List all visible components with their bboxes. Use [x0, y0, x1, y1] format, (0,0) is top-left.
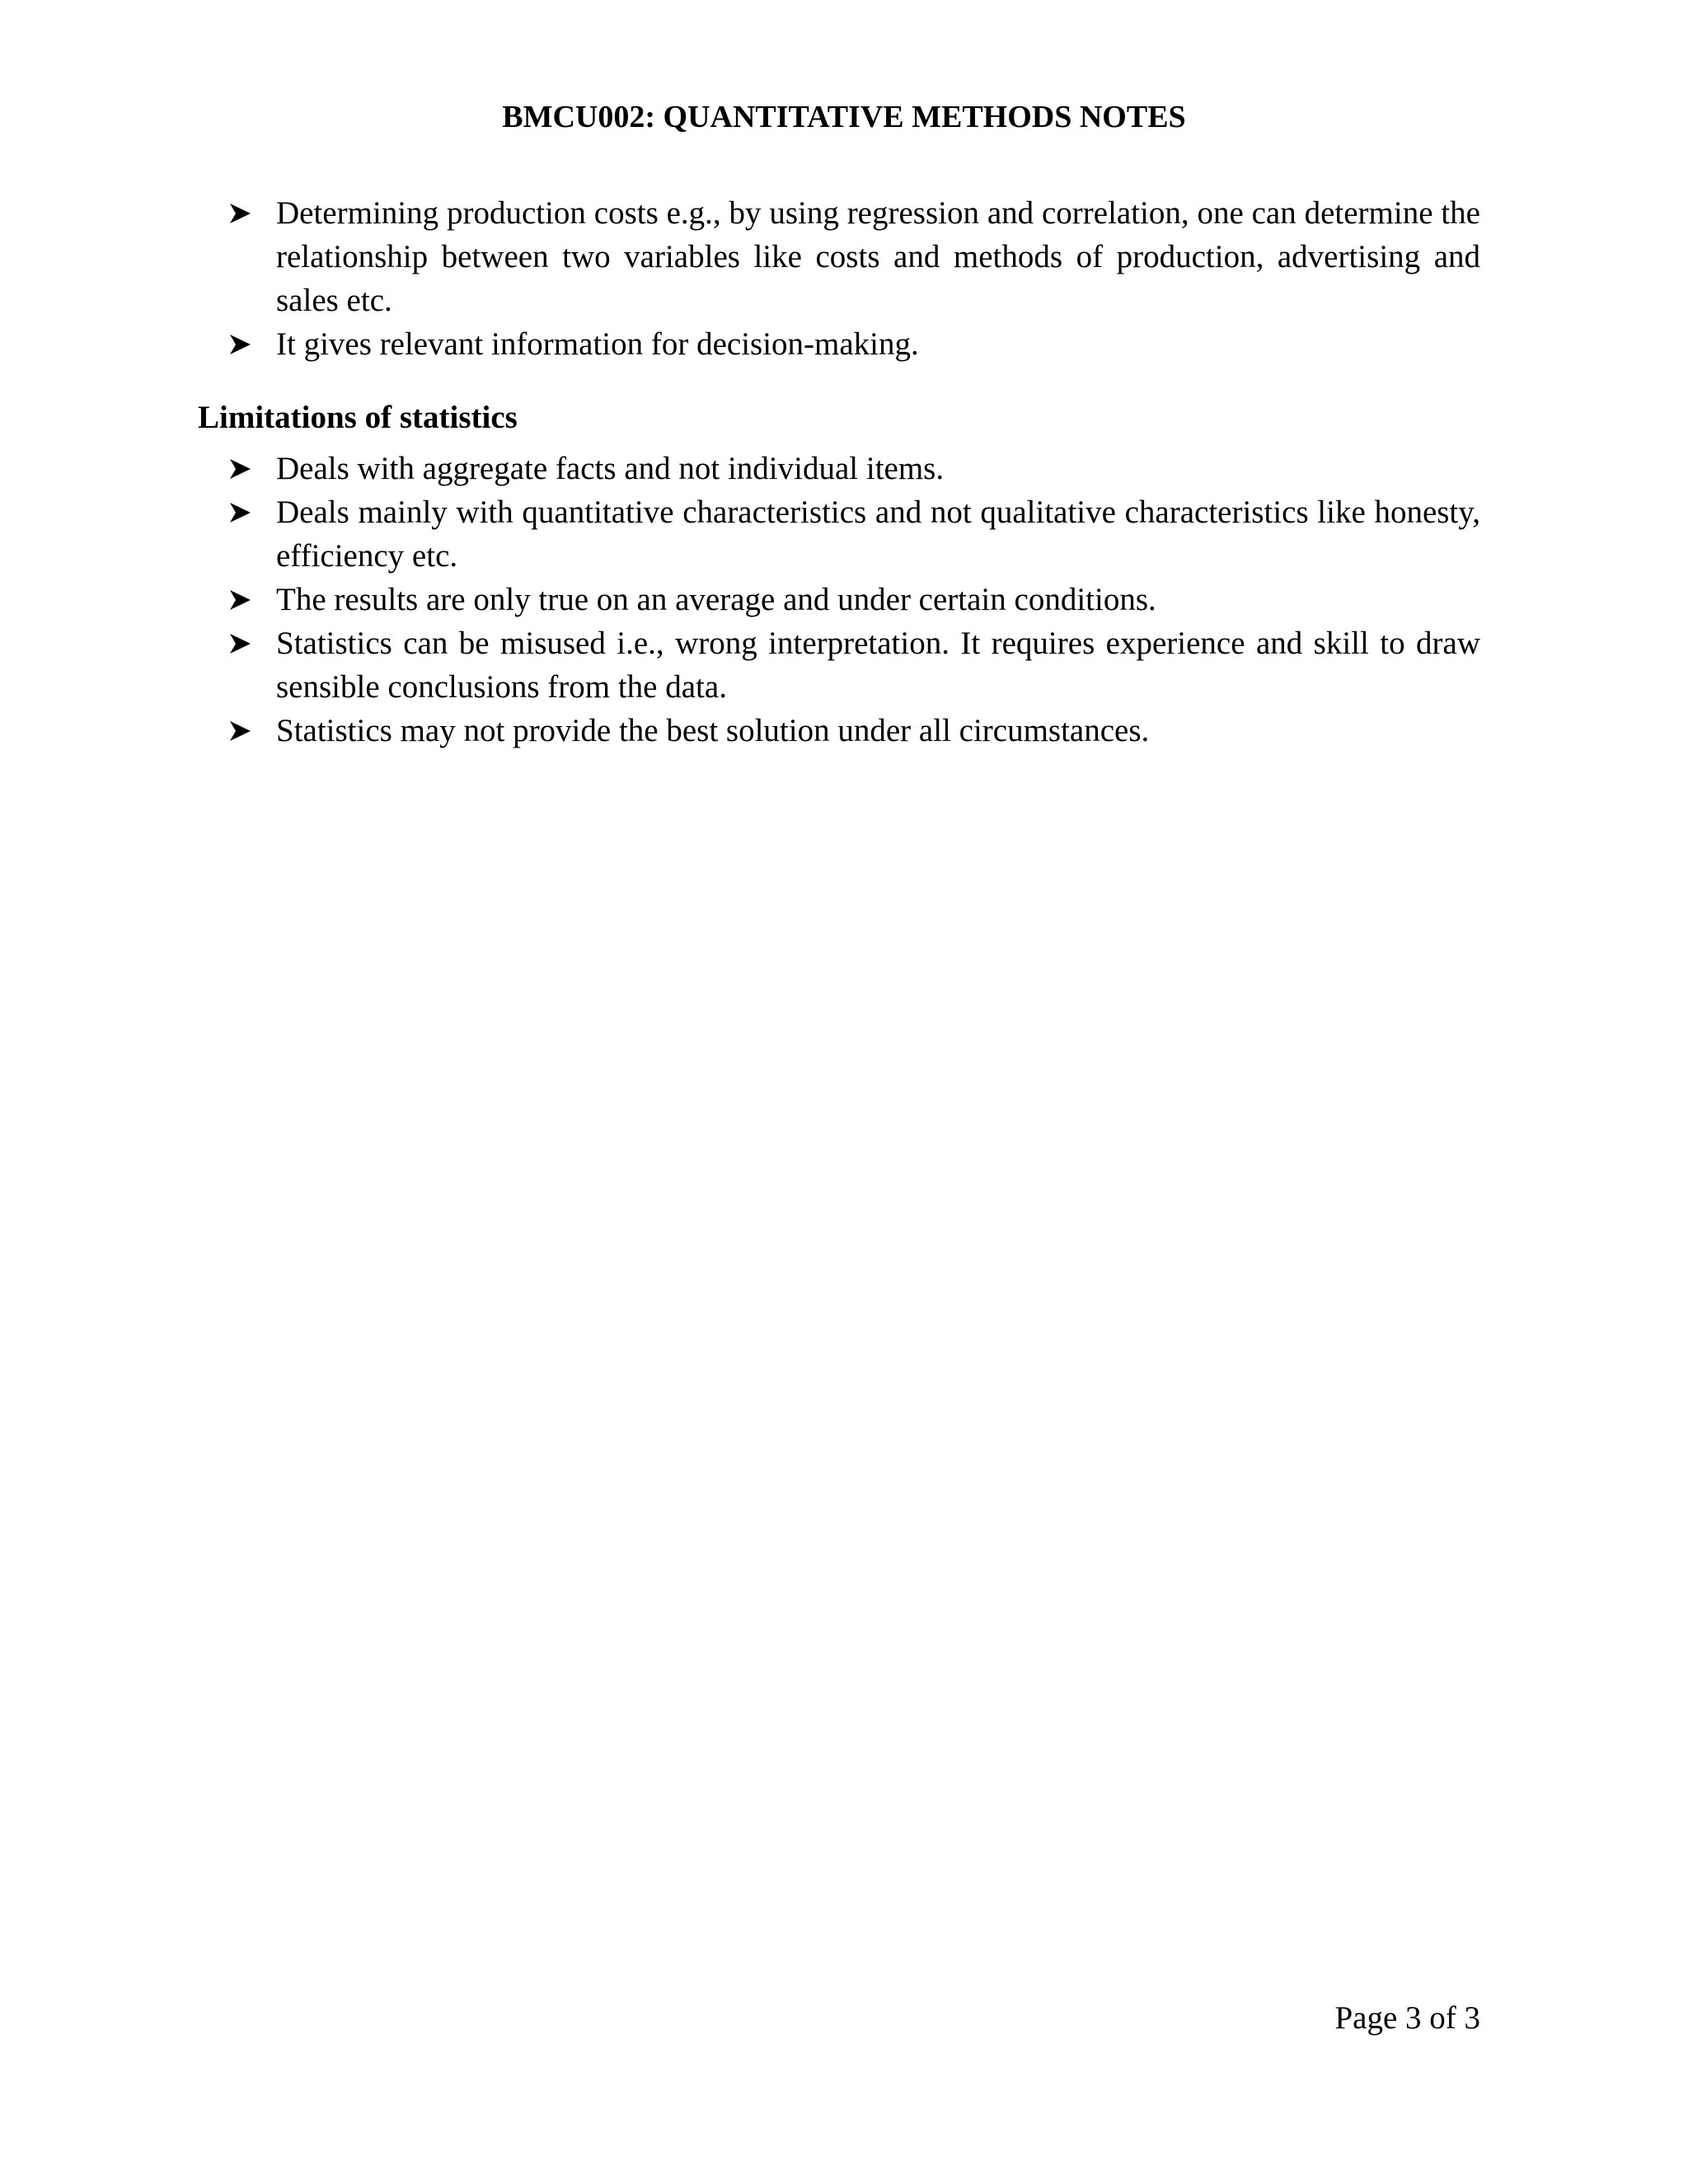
- arrowhead-bullet-icon: [229, 322, 254, 366]
- arrowhead-bullet-icon: [229, 191, 254, 235]
- list-item: [198, 621, 1480, 709]
- list-item: [198, 191, 1480, 322]
- list-item: [198, 447, 1480, 490]
- arrowhead-bullet-icon: [229, 578, 254, 621]
- limitations-bullet-list: [198, 447, 1480, 752]
- list-item: [198, 490, 1480, 578]
- arrowhead-bullet-icon: [229, 447, 254, 490]
- section-heading-limitations: Limitations of statistics: [198, 400, 518, 435]
- list-item-text: Statistics can be misused i.e., wrong interpretation. It requires experience and skill to draw sensible conclusions from the data.: [276, 626, 1480, 705]
- list-item: [198, 322, 1480, 366]
- arrowhead-bullet-icon: [229, 709, 254, 752]
- list-item-text: Deals mainly with quantitative characteristics and not qualitative characteristics like honesty, efficiency etc.: [276, 494, 1480, 574]
- arrowhead-bullet-icon: [229, 621, 254, 665]
- page-content: [198, 191, 1480, 752]
- intro-bullet-list: [198, 191, 1480, 366]
- list-item: [198, 578, 1480, 621]
- list-item: [198, 709, 1480, 752]
- page-number: Page 3 of 3: [1334, 2000, 1480, 2036]
- list-item-text: The results are only true on an average and under certain conditions.: [276, 582, 1156, 617]
- list-item-text: Determining production costs e.g., by using regression and correlation, one can determine the relationship between two variables like costs and methods of production, advertising and sales etc.: [276, 195, 1480, 318]
- page-header-title: BMCU002: QUANTITATIVE METHODS NOTES: [502, 100, 1186, 134]
- arrowhead-bullet-icon: [229, 490, 254, 534]
- list-item-text: It gives relevant information for decision-making.: [276, 326, 919, 362]
- list-item-text: Statistics may not provide the best solution under all circumstances.: [276, 713, 1150, 748]
- list-item-text: Deals with aggregate facts and not individual items.: [276, 451, 945, 486]
